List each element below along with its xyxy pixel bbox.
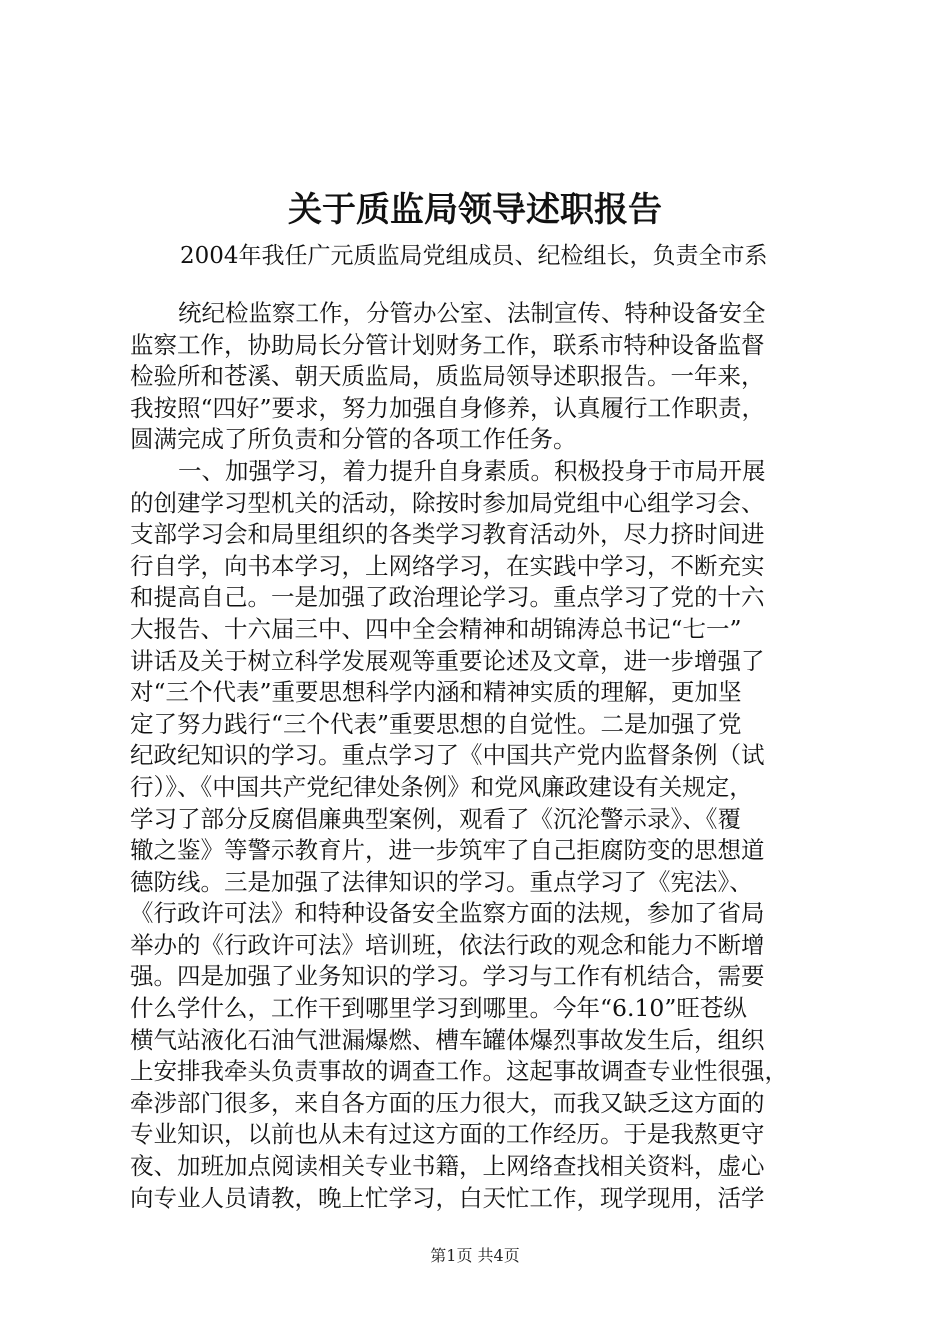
text-line: 辙之鉴》等警示教育片，进一步筑牢了自己拒腐防变的思想道 [130,836,765,865]
text-line: 德防线。三是加强了法律知识的学习。重点学习了《宪法》、 [130,867,753,896]
text-line: 专业知识，以前也从未有过这方面的工作经历。于是我熬更守 [130,1120,765,1149]
text-line: 上安排我牵头负责事故的调查工作。这起事故调查专业性很强， [130,1057,788,1086]
text-line: 夜、加班加点阅读相关专业书籍，上网络查找相关资料，虚心 [130,1152,765,1181]
text-line: 和提高自己。一是加强了政治理论学习。重点学习了党的十六 [130,583,765,612]
text-line: 监察工作，协助局长分管计划财务工作，联系市特种设备监督 [130,330,765,359]
text-line: 行自学，向书本学习，上网络学习，在实践中学习，不断充实 [130,551,765,580]
text-line: 纪政纪知识的学习。重点学习了《中国共产党内监督条例（试 [130,741,765,770]
text-line: 圆满完成了所负责和分管的各项工作任务。 [130,425,577,454]
text-line: 举办的《行政许可法》培训班，依法行政的观念和能力不断增 [130,930,765,959]
document-title: 关于质监局领导述职报告 [288,190,662,230]
text-line: 我按照“四好”要求，努力加强自身修养，认真履行工作职责， [130,393,766,422]
text-line: 检验所和苍溪、朝天质监局，质监局领导述职报告。一年来， [130,362,765,391]
opening-line: 2004年我任广元质监局党组成员、纪检组长，负责全市系 [180,243,768,269]
text-line: 行）》、《中国共产党纪律处条例》和党风廉政建设有关规定， [130,772,753,801]
text-line: 向专业人员请教，晚上忙学习，白天忙工作，现学现用，活学 [130,1183,765,1212]
text-line: 什么学什么，工作干到哪里学习到哪里。今年“6.10”旺苍纵 [130,994,747,1023]
text-line: 定了努力践行“三个代表”重要思想的自觉性。二是加强了党 [130,709,742,738]
text-line: 牵涉部门很多，来自各方面的压力很大，而我又缺乏这方面的 [130,1088,765,1117]
text-line: 《行政许可法》和特种设备安全监察方面的法规，参加了省局 [130,899,765,928]
body-text [130,298,832,1214]
text-line: 讲话及关于树立科学发展观等重要论述及文章，进一步增强了 [130,646,765,675]
text-line: 对“三个代表”重要思想科学内涵和精神实质的理解，更加坚 [130,678,742,707]
text-line: 大报告、十六届三中、四中全会精神和胡锦涛总书记“七一” [130,614,742,643]
text-line: 统纪检监察工作，分管办公室、法制宣传、特种设备安全 [178,299,766,327]
text-line: 的创建学习型机关的活动，除按时参加局党组中心组学习会、 [130,488,765,517]
text-line: 横气站液化石油气泄漏爆燃、槽车罐体爆烈事故发生后，组织 [130,1025,765,1054]
text-line: 学习了部分反腐倡廉典型案例，观看了《沉沦警示录》、《覆 [130,804,741,833]
text-line: 支部学习会和局里组织的各类学习教育活动外，尽力挤时间进 [130,520,765,549]
text-line: 强。四是加强了业务知识的学习。学习与工作有机结合，需要 [130,962,765,991]
text-line: 一、加强学习，着力提升自身素质。积极投身于市局开展 [178,456,766,485]
page-number: 第1页 共4页 [430,1246,520,1265]
